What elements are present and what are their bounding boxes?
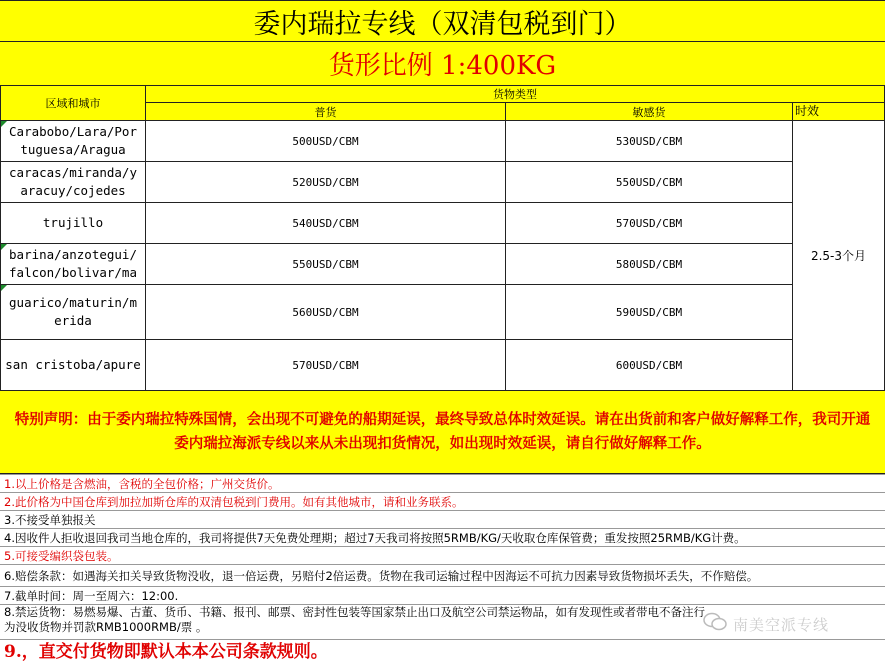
- note-item: 5.可接受编织袋包装。: [0, 547, 885, 565]
- general-price-cell: 520USD/CBM: [145, 161, 506, 203]
- note-item: 6.赔偿条款：如遇海关扣关导致货物没收，退一倍运费，另赔付2倍运费。货物在我司运输过程中因海运不可抗力因素导致货物损坏丢失，不作赔偿。: [0, 565, 885, 587]
- note-item: 3.不接受单独报关: [0, 511, 885, 529]
- sensitive-price-cell: 590USD/CBM: [505, 284, 793, 340]
- sensitive-goods-header: 敏感货: [505, 102, 793, 121]
- region-cell: Carabobo/Lara/Por tuguesa/Aragua: [0, 120, 146, 162]
- region-cell: trujillo: [0, 202, 146, 244]
- note-item: 9.，直交付货物即默认本本公司条款规则。: [4, 642, 328, 662]
- region-header: 区域和城市: [0, 85, 146, 121]
- general-price-cell: 560USD/CBM: [145, 284, 506, 340]
- transit-time-header: 时效: [792, 102, 885, 121]
- volume-ratio-subtitle: 货形比例 1:400KG: [0, 42, 885, 86]
- note-item: 2.此价格为中国仓库到加拉加斯仓库的双清包税到门费用。如有其他城市，请和业务联系。: [0, 493, 885, 511]
- general-price-cell: 500USD/CBM: [145, 120, 506, 162]
- general-price-cell: 550USD/CBM: [145, 243, 506, 285]
- page-title: 委内瑞拉专线（双清包税到门）: [0, 0, 885, 42]
- note-item: 7.截单时间：周一至周六：12:00.: [0, 587, 885, 605]
- sensitive-price-cell: 580USD/CBM: [505, 243, 793, 285]
- watermark: [703, 612, 829, 636]
- special-declaration: 特别声明：由于委内瑞拉特殊国情，会出现不可避免的船期延误，最终导致总体时效延误。请在出货前和客户做好解释工作，我司开通委内瑞拉海派专线以来从未出现扣货情况，如出现时效延误，请自行做好解释工作。: [0, 390, 885, 474]
- cargo-type-header: 货物类型: [145, 85, 885, 103]
- sensitive-price-cell: 530USD/CBM: [505, 120, 793, 162]
- transit-time-value: 2.5-3个月: [792, 120, 885, 391]
- general-price-cell: 540USD/CBM: [145, 202, 506, 244]
- region-cell: san cristoba/apure: [0, 339, 146, 391]
- note-item: 4.因收件人拒收退回我司当地仓库的，我司将提供7天免费处理期；超过7天我司将按照5RMB/KG/天收取仓库保管费；重发按照25RMB/KG计费。: [0, 529, 885, 547]
- note-item: 8.禁运货物：易燃易爆、古董、货币、书籍、报刊、邮票、密封性包装等国家禁止出口及航空公司禁运物品，如有发现性或者带电不备注行为没收货物并罚款RMB1000RMB/票 。: [0, 605, 885, 640]
- general-price-cell: 570USD/CBM: [145, 339, 506, 391]
- wechat-icon: [703, 612, 727, 636]
- sensitive-price-cell: 600USD/CBM: [505, 339, 793, 391]
- sensitive-price-cell: 570USD/CBM: [505, 202, 793, 244]
- region-cell: caracas/miranda/y aracuy/cojedes: [0, 161, 146, 203]
- sensitive-price-cell: 550USD/CBM: [505, 161, 793, 203]
- watermark-text: 南美空派专线: [733, 615, 830, 634]
- note-item: 1.以上价格是含燃油，含税的全包价格；广州交货价。: [0, 475, 885, 493]
- general-goods-header: 普货: [145, 102, 506, 121]
- region-cell: barina/anzotegui/ falcon/bolivar/ma: [0, 243, 146, 285]
- region-cell: guarico/maturin/m erida: [0, 284, 146, 340]
